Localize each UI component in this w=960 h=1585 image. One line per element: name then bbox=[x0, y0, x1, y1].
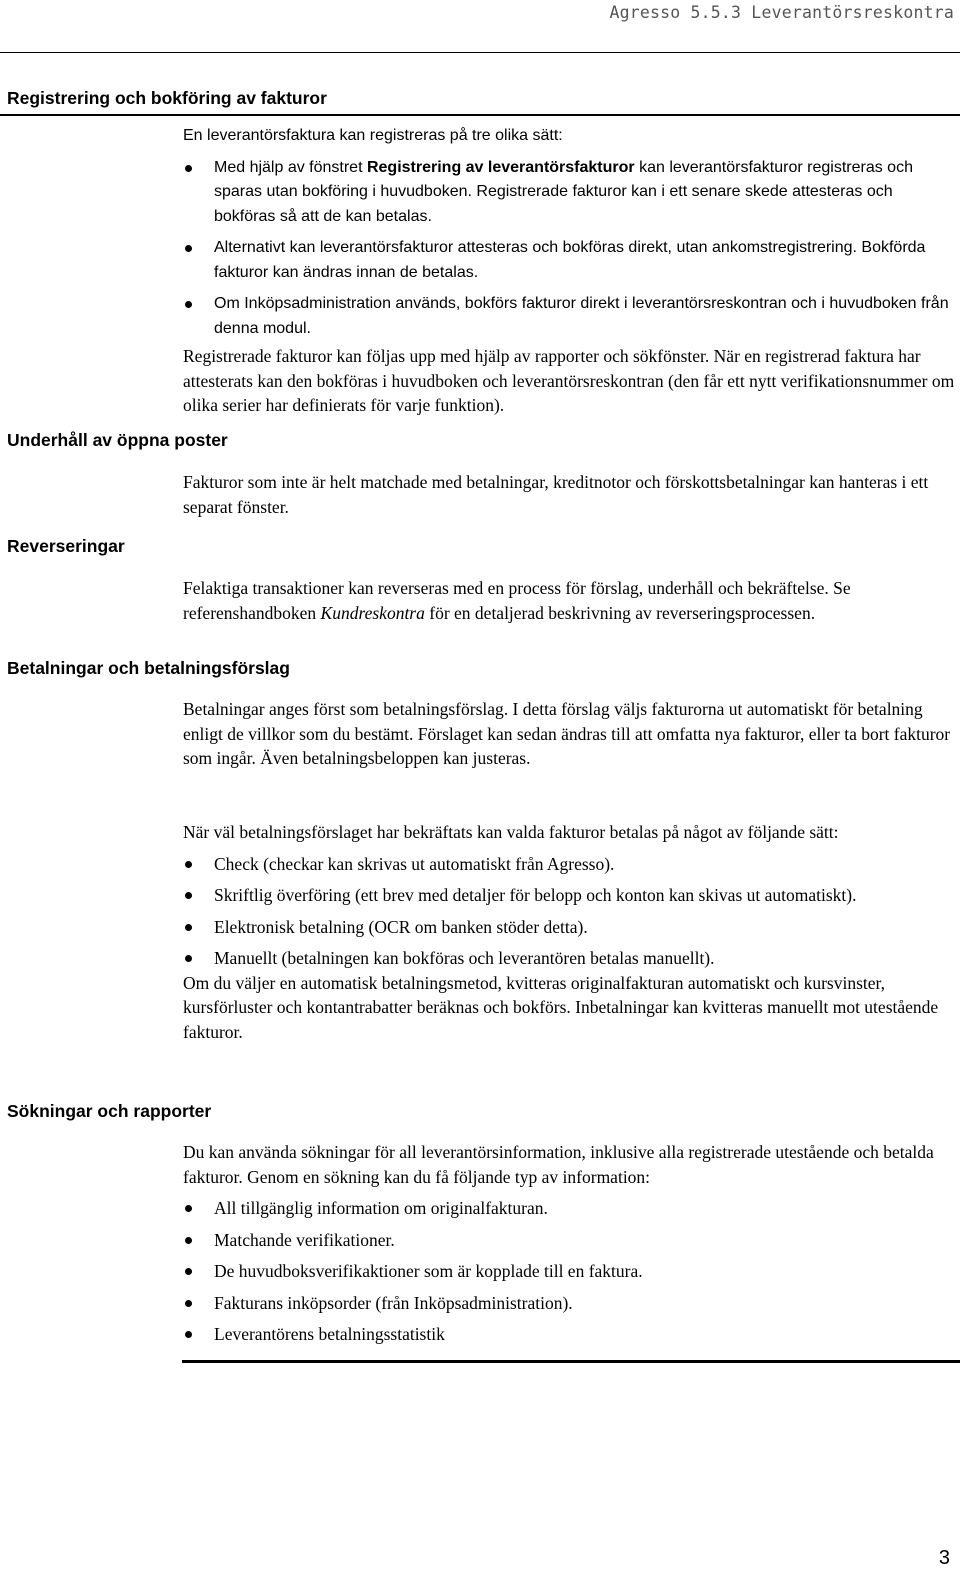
list-item: Med hjälp av fönstret Registrering av leverantörsfakturor kan leverantörsfakturor registreras och sparas utan bokföring i huvudboken. Registrerade fakturor kan i ett senare skede attesteras och bokföras så att de kan betalas. bbox=[183, 156, 958, 230]
bullet-icon bbox=[185, 165, 192, 172]
betalningar-body bbox=[183, 820, 958, 1044]
list-item: Check (checkar kan skrivas ut automatiskt från Agresso). bbox=[183, 852, 958, 877]
betalningar-list bbox=[183, 852, 958, 971]
bullet-icon bbox=[185, 245, 192, 252]
running-header: Agresso 5.5.3 Leverantörsreskontra bbox=[609, 3, 954, 22]
footer-rule bbox=[182, 1360, 960, 1363]
registrering-closing: Registrerade fakturor kan följas upp med hjälp av rapporter och sökfönster. När en registrerad faktura har attesterats kan den bokföras i huvudboken och leverantörsreskontran (den får ett nytt verifikationsnummer om olika serier har definierats för varje funktion). bbox=[183, 346, 955, 415]
sokningar-intro: Du kan använda sökningar för all leverantörsinformation, inklusive alla registrerade utestående och betalda fakturor. Genom en sökning kan du få följande typ av information: bbox=[183, 1142, 934, 1187]
window-name: Registrering av leverantörsfakturor bbox=[366, 158, 635, 176]
list-item: Elektronisk betalning (OCR om banken stöder detta). bbox=[183, 915, 958, 940]
betalningar-para3: Om du väljer en automatisk betalningsmetod, kvitteras originalfakturan automatiskt och kursvinster, kursförluster och kontantrabatter beräknas och bokförs. Inbetalningar kan kvitteras manuellt mot utestående fakturor. bbox=[183, 972, 939, 1042]
list-item: Matchande verifikationer. bbox=[183, 1228, 958, 1253]
bullet-icon bbox=[185, 1331, 192, 1338]
betalningar-para1: Betalningar anges först som betalningsförslag. I detta förslag väljs fakturorna ut automatiskt för betalning enligt de villkor som du bestämt. Förslaget kan sedan ändras till att omfatta nya fakturor, eller ta bort fakturor som ingår. Även betalningsbeloppen kan justeras. bbox=[183, 699, 951, 768]
underhall-body: Fakturor som inte är helt matchade med betalningar, kreditnotor och förskottsbetalningar kan hanteras i ett separat fönster. bbox=[183, 472, 929, 517]
registrering-body bbox=[183, 124, 958, 341]
bullet-icon bbox=[185, 861, 192, 868]
list-item: Leverantörens betalningsstatistik bbox=[183, 1322, 958, 1347]
sokningar-body bbox=[183, 1140, 958, 1347]
bullet-icon bbox=[185, 1268, 192, 1275]
reverseringar-body: Felaktiga transaktioner kan reverseras med en process för förslag, underhåll och bekräftelse. Se referenshandboken Kundreskontra för en detaljerad beskrivning av reverseringsprocessen. bbox=[183, 578, 851, 623]
section-heading-sokningar: Sökningar och rapporter bbox=[7, 1101, 212, 1121]
page-number: 3 bbox=[938, 1547, 950, 1569]
header-rule bbox=[0, 52, 960, 53]
bullet-icon bbox=[185, 1205, 192, 1212]
list-item: Alternativt kan leverantörsfakturor attesteras och bokföras direkt, utan ankomstregistrering. Bokförda fakturor kan ändras innan de betalas. bbox=[183, 236, 958, 285]
list-item: De huvudboksverifikaktioner som är kopplade till en faktura. bbox=[183, 1259, 958, 1284]
bullet-icon bbox=[185, 1300, 192, 1307]
bullet-icon bbox=[185, 892, 192, 899]
bullet-icon bbox=[185, 301, 192, 308]
section-heading-betalningar: Betalningar och betalningsförslag bbox=[7, 658, 290, 678]
bullet-icon bbox=[185, 924, 192, 931]
registrering-list bbox=[183, 156, 958, 342]
section-heading-reverseringar: Reverseringar bbox=[7, 536, 125, 556]
title-rule bbox=[0, 114, 960, 116]
list-item: Fakturans inköpsorder (från Inköpsadministration). bbox=[183, 1291, 958, 1316]
list-item: Manuellt (betalningen kan bokföras och leverantören betalas manuellt). bbox=[183, 946, 958, 971]
list-item: All tillgänglig information om originalfakturan. bbox=[183, 1196, 958, 1221]
sokningar-list bbox=[183, 1196, 958, 1347]
section-heading-underhall: Underhåll av öppna poster bbox=[7, 430, 228, 450]
list-item: Om Inköpsadministration används, bokförs fakturor direkt i leverantörsreskontran och i huvudboken från denna modul. bbox=[183, 292, 958, 341]
section-heading-registrering: Registrering och bokföring av fakturor bbox=[7, 88, 327, 108]
bullet-icon bbox=[185, 1237, 192, 1244]
bullet-icon bbox=[185, 955, 192, 962]
betalningar-para2: När väl betalningsförslaget har bekräftats kan valda fakturor betalas på något av följande sätt: bbox=[183, 822, 839, 842]
registrering-intro: En leverantörsfaktura kan registreras på tre olika sätt: bbox=[183, 127, 563, 144]
list-item: Skriftlig överföring (ett brev med detaljer för belopp och konton kan skivas ut automatiskt). bbox=[183, 883, 958, 908]
manual-title: Kundreskontra bbox=[320, 602, 425, 623]
